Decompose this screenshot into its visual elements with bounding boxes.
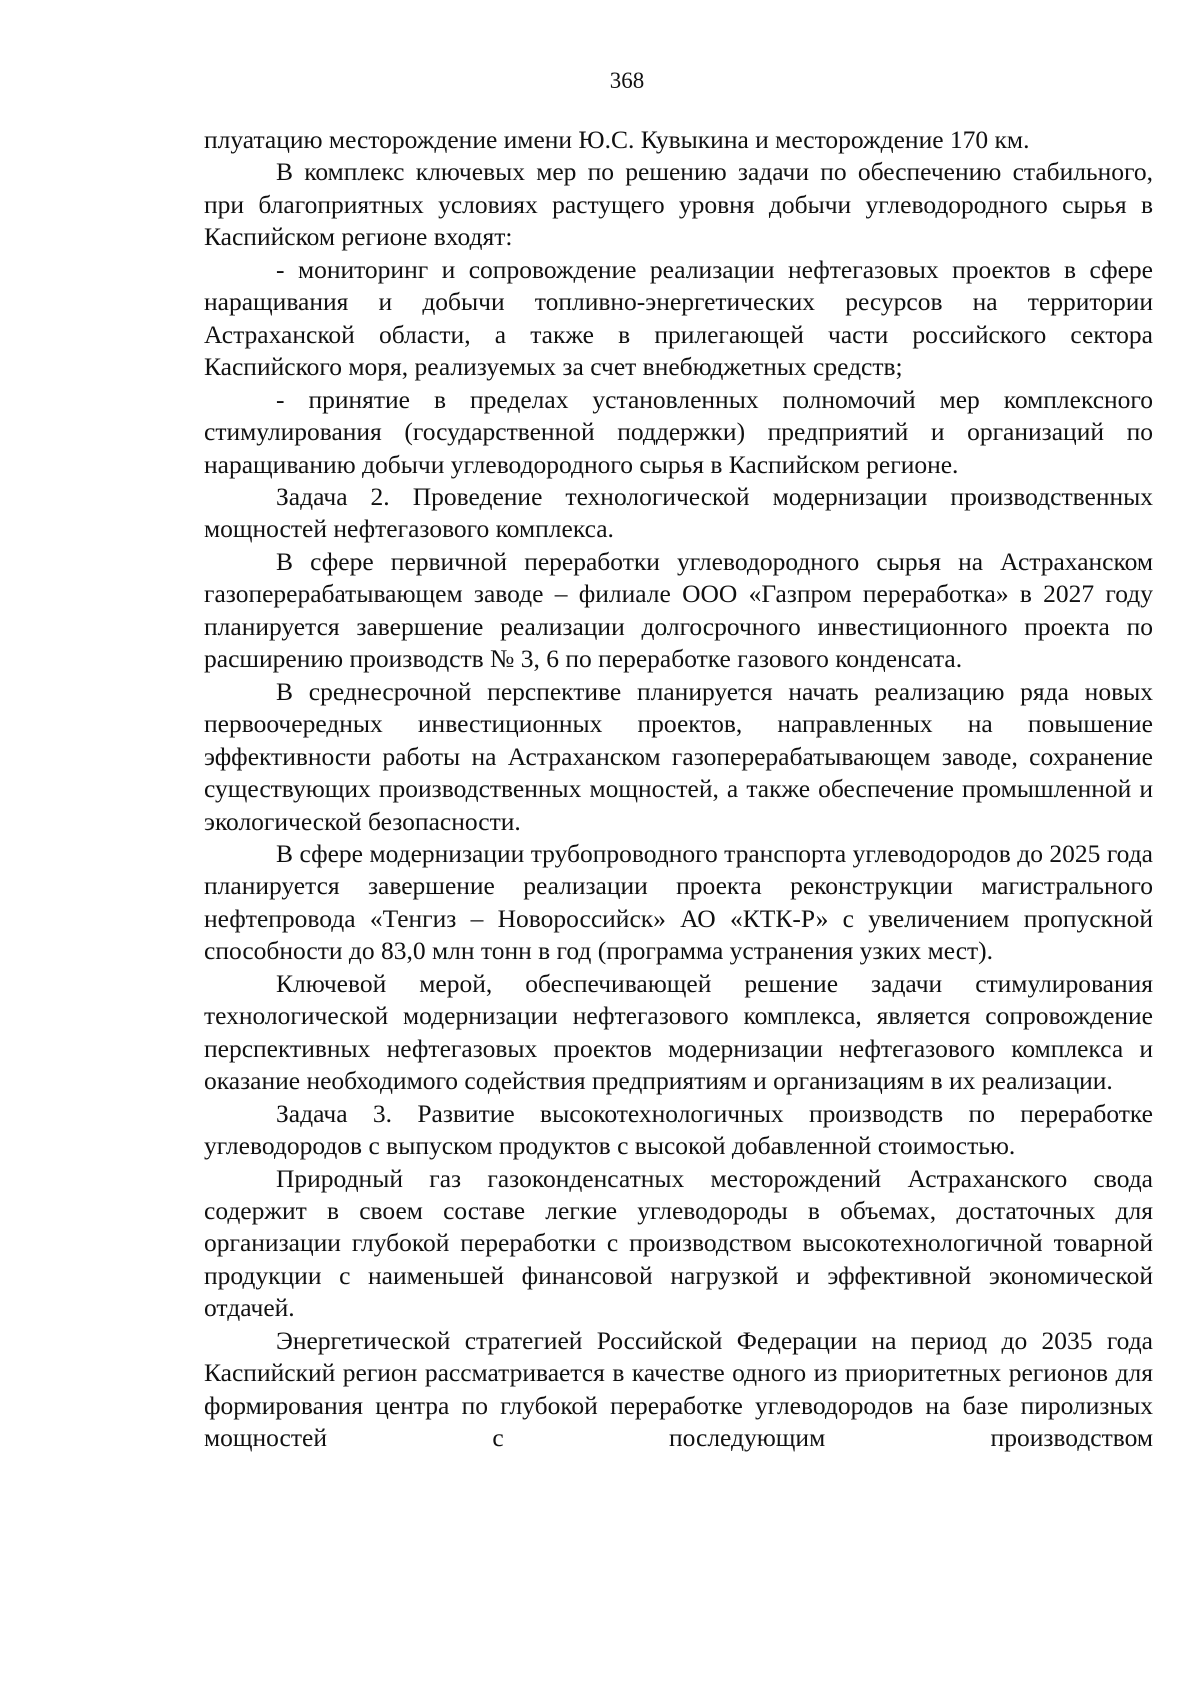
list-item-monitoring: - мониторинг и сопровождение реализации нефтегазовых проектов в сфере наращивания и добычи топливно-энергетических ресурсов на территории Астраханской области, а также в прилегающей части российского сектора Каспийского моря, реализуемых за счет внебюджетных средств; <box>204 254 1153 382</box>
document-body <box>204 124 1153 1455</box>
page-number: 368 <box>609 68 645 93</box>
paragraph-primary-processing: В сфере первичной переработки углеводородного сырья на Астраханском газоперерабатывающем заводе – филиале ООО «Газпром переработка» в 2027 году планируется завершение реализации долгосрочного инвестиционного проекта по расширению производств № 3, 6 по переработке газового конденсата. <box>204 546 1153 674</box>
paragraph-natural-gas: Природный газ газоконденсатных месторождений Астраханского свода содержит в своем составе легкие углеводороды в объемах, достаточных для организации глубокой переработки с производством высокотехнологичной товарной продукции с наименьшей финансовой нагрузкой и эффективной экономической отдачей. <box>204 1163 1153 1323</box>
paragraph-energy-strategy: Энергетической стратегией Российской Федерации на период до 2035 года Каспийский регион рассматривается в качестве одного из приоритетных регионов для формирования центра по глубокой переработке углеводородов на базе пиролизных мощностей с последующим производством <box>204 1325 1153 1453</box>
paragraph-pipeline-modernization: В сфере модернизации трубопроводного транспорта углеводородов до 2025 года планируется завершение реализации проекта реконструкции магистрального нефтепровода «Тенгиз – Новороссийск» АО «КТК-Р» с увеличением пропускной способности до 83,0 млн тонн в год (программа устранения узких мест). <box>204 838 1153 966</box>
paragraph-key-measure: Ключевой мерой, обеспечивающей решение задачи стимулирования технологической модернизации нефтегазового комплекса, является сопровождение перспективных нефтегазовых проектов модернизации нефтегазового комплекса и оказание необходимого содействия предприятиям и организациям в их реализации. <box>204 968 1153 1096</box>
task-2-heading: Задача 2. Проведение технологической модернизации производственных мощностей нефтегазового комплекса. <box>204 481 1153 544</box>
task-3-heading: Задача 3. Развитие высокотехнологичных производств по переработке углеводородов с выпуском продуктов с высокой добавленной стоимостью. <box>204 1098 1153 1161</box>
paragraph-mid-term-projects: В среднесрочной перспективе планируется начать реализацию ряда новых первоочередных инвестиционных проектов, направленных на повышение эффективности работы на Астраханском газоперерабатывающем заводе, сохранение существующих производственных мощностей, а также обеспечение промышленной и экологической безопасности. <box>204 676 1153 836</box>
paragraph-continuation: плуатацию месторождение имени Ю.С. Кувыкина и месторождение 170 км. <box>204 125 1030 154</box>
paragraph-key-measures-intro: В комплекс ключевых мер по решению задачи по обеспечению стабильного, при благоприятных условиях растущего уровня добычи углеводородного сырья в Каспийском регионе входят: <box>204 157 1153 252</box>
list-item-stimulation: - принятие в пределах установленных полномочий мер комплексного стимулирования (государственной поддержки) предприятий и организаций по наращиванию добычи углеводородного сырья в Каспийском регионе. <box>204 384 1153 479</box>
